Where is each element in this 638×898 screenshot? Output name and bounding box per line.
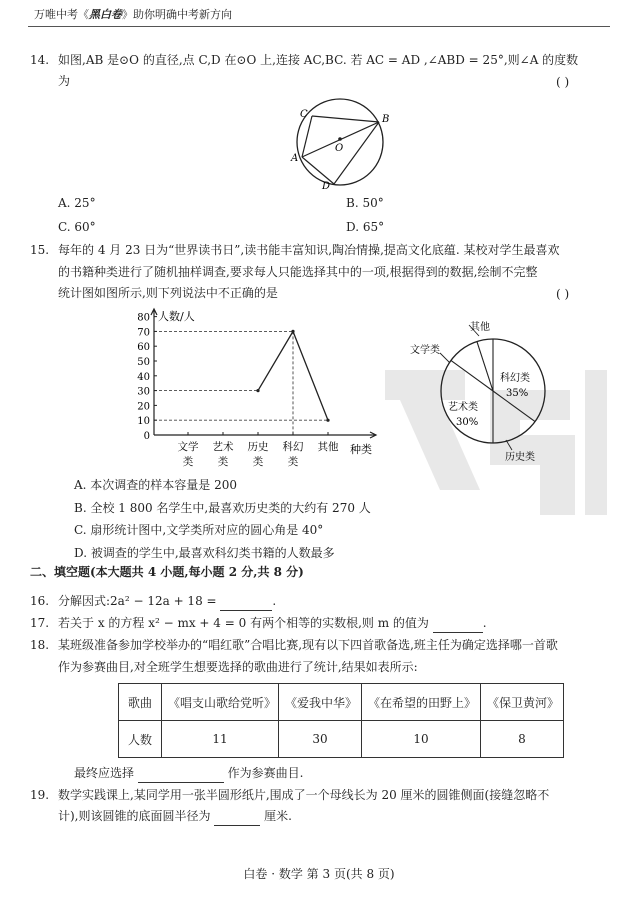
header-rule (28, 26, 610, 27)
y-tick-label: 10 (137, 416, 150, 428)
table-cell: 30 (279, 721, 362, 758)
pie-label-art: 艺术类 (448, 402, 478, 413)
q15-option-b: B. 全校 1 800 名学生中,最喜欢历史类的大约有 270 人 (74, 501, 371, 515)
y-tick-label: 0 (143, 431, 150, 442)
q15-option-c: C. 扇形统计图中,文学类所对应的圆心角是 40° (74, 523, 324, 537)
q18-answer-blank[interactable] (138, 768, 224, 783)
q14-option-c: C. 60° (58, 220, 96, 234)
table-cell: 《保卫黄河》 (481, 684, 564, 721)
line-chart-axes (151, 309, 376, 438)
y-tick-label: 50 (137, 357, 150, 368)
x-tick-label: 科幻 (282, 441, 304, 453)
q18-answer-line: 最终应选择 作为参赛曲目. (74, 763, 304, 783)
leader-history (506, 440, 512, 450)
data-point (291, 330, 294, 333)
q17-answer-blank[interactable] (433, 618, 483, 633)
data-point (326, 419, 329, 422)
q15-line2: 的书籍种类进行了随机抽样调查,要求每人只能选择其中的一项,根据得到的数据,绘制不完整 (58, 265, 538, 279)
pie-label-other: 其他 (470, 322, 490, 333)
y-tick-label: 20 (137, 401, 150, 413)
x-tick-label: 类 (217, 456, 229, 468)
x-tick-label: 其他 (317, 441, 339, 453)
table-cell: 10 (362, 721, 481, 758)
x-tick-label: 历史 (247, 441, 269, 453)
table-header-cell: 人数 (119, 721, 162, 758)
x-tick-label: 文学 (177, 441, 199, 453)
q15-option-a: A. 本次调查的样本容量是 200 (74, 478, 238, 492)
section-2-title: 二、填空题(本大题共 4 小题,每小题 2 分,共 8 分) (30, 565, 304, 579)
q14-line2: 为 (58, 74, 71, 88)
line-chart-y-label: 人数/人 (158, 310, 195, 323)
circle-o (297, 99, 383, 185)
leader-literature (440, 353, 450, 363)
q19-answer-blank[interactable] (214, 811, 260, 826)
page-header: 万唯中考《黑白卷》助你明确中考新方向 (34, 8, 232, 21)
label-a: A (291, 153, 299, 164)
x-tick-label: 类 (182, 456, 194, 468)
q15-option-d: D. 被调查的学生中,最喜欢科幻类书籍的人数最多 (74, 546, 335, 560)
y-tick-label: 60 (137, 342, 150, 354)
table-row (119, 721, 564, 758)
q14-circle-figure (280, 94, 390, 192)
center-point (338, 137, 342, 141)
q17-line: 17. 若关于 x 的方程 x² − mx + 4 = 0 有两个相等的实数根,则 m 的值为 . (30, 613, 487, 633)
table-row (119, 684, 564, 721)
line-chart-x-ticks (178, 432, 339, 468)
brand-name: 黑白卷 (89, 8, 122, 21)
pie-percent-scifi: 35% (506, 388, 529, 399)
label-o: O (335, 143, 344, 154)
q14-option-d: D. 65° (346, 220, 385, 234)
q18-line1: 18. 某班级准备参加学校举办的“唱红歌”合唱比赛,现有以下四首歌备选,班主任为确定选择哪一首歌 (30, 638, 558, 652)
q15-answer-paren: ( ) (556, 287, 570, 301)
line-chart-dashed-guides (154, 331, 328, 435)
q15-line3: 统计图如图所示,则下列说法中不正确的是 (58, 286, 278, 300)
q15-line1: 15. 每年的 4 月 23 日为“世界读书日”,读书能丰富知识,陶冶情操,提高文化底蕴. 某校对学生最喜欢 (30, 243, 560, 257)
line-chart (118, 306, 388, 476)
chord-bc (312, 116, 379, 122)
x-tick-label: 类 (287, 456, 299, 468)
q14-option-a: A. 25° (58, 196, 96, 210)
pie-chart (396, 318, 566, 468)
data-point (256, 389, 259, 392)
q18-line2: 作为参赛曲目,对全班学生想要选择的歌曲进行了统计,结果如表所示: (58, 660, 418, 674)
label-d: D (322, 181, 331, 192)
pie-label-history: 历史类 (505, 452, 535, 463)
pie-label-literature: 文学类 (410, 345, 440, 356)
q14-answer-paren: ( ) (556, 75, 570, 89)
label-c: C (300, 109, 308, 120)
chord-ad (302, 157, 334, 184)
q16-answer-blank[interactable] (220, 596, 272, 611)
pie-divider (477, 342, 493, 391)
song-vote-table (118, 683, 564, 758)
y-tick-label: 80 (137, 312, 150, 324)
x-tick-label: 艺术 (212, 441, 234, 453)
y-tick-label: 40 (137, 371, 150, 383)
table-header-cell: 歌曲 (119, 684, 162, 721)
line-chart-x-label: 种类 (350, 443, 372, 456)
q14-line1: 14. 如图,AB 是⊙O 的直径,点 C,D 在⊙O 上,连接 AC,BC. 若 AC = AD ,∠ABD = 25°,则∠A 的度数 (30, 53, 579, 67)
chord-ac (302, 116, 312, 157)
pie-label-scifi: 科幻类 (500, 373, 530, 384)
table-cell: 《在希望的田野上》 (362, 684, 481, 721)
table-cell: 8 (481, 721, 564, 758)
x-tick-label: 类 (252, 456, 264, 468)
page-footer: 白卷 · 数学 第 3 页(共 8 页) (243, 867, 395, 881)
label-b: B (382, 114, 390, 125)
table-cell: 《唱支山歌给党听》 (162, 684, 279, 721)
pie-divider (451, 360, 493, 391)
q16-line: 16. 分解因式:2a² − 12a + 18 = . (30, 591, 276, 611)
table-cell: 《爱我中华》 (279, 684, 362, 721)
y-tick-label: 30 (137, 386, 150, 398)
pie-percent-art: 30% (456, 417, 479, 428)
table-cell: 11 (162, 721, 279, 758)
q14-option-b: B. 50° (346, 196, 384, 210)
q19-line2: 计),则该圆锥的底面圆半径为 厘米. (58, 806, 292, 826)
q19-line1: 19. 数学实践课上,某同学用一张半圆形纸片,围成了一个母线长为 20 厘米的圆锥侧面(接缝忽略不 (30, 788, 550, 802)
y-tick-label: 70 (137, 327, 150, 339)
